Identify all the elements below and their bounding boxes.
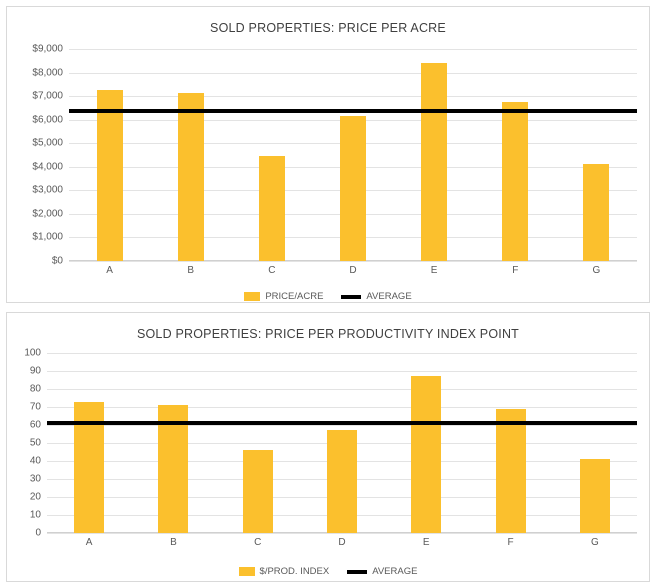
bar-slot [47, 353, 131, 533]
legend-item-average [341, 291, 411, 302]
y-axis-tick-label: 40 [29, 455, 41, 467]
chart-card-price-per-productivity-index [6, 312, 650, 582]
chart-legend [7, 291, 649, 302]
x-axis-tick-label: A [106, 265, 113, 276]
bar-slot [69, 49, 150, 261]
legend-line-swatch-icon [347, 570, 367, 574]
y-axis-tick-label: $2,000 [32, 208, 63, 220]
x-axis-labels [69, 265, 637, 276]
y-axis-tick-label: 60 [29, 419, 41, 431]
y-axis-tick-label: 20 [29, 491, 41, 503]
legend-series-label: $/PROD. INDEX [259, 566, 330, 577]
gridline [69, 261, 637, 262]
bar-slot [394, 49, 475, 261]
legend-item-average [347, 566, 417, 577]
bar-slot [475, 49, 556, 261]
x-axis-tick-label: F [507, 537, 514, 548]
y-axis-tick-label: $4,000 [32, 161, 63, 173]
bar-d [327, 430, 357, 533]
x-axis-tick-label: G [590, 537, 599, 548]
chart-card-price-per-acre [6, 6, 650, 303]
y-axis-tick-label: $9,000 [32, 43, 63, 55]
bar-slot [150, 49, 231, 261]
y-axis-tick-label: 100 [24, 347, 41, 359]
chart-title: SOLD PROPERTIES: PRICE PER ACRE [210, 21, 446, 35]
y-axis-tick-label: 90 [29, 365, 41, 377]
y-axis-tick-label: 70 [29, 401, 41, 413]
plot-area-price-per-productivity-index [24, 347, 637, 539]
bar-slot [131, 353, 215, 533]
gridline [47, 533, 637, 534]
y-axis-tick-label: $1,000 [32, 231, 63, 243]
y-axis-tick-label: $5,000 [32, 137, 63, 149]
y-axis-tick-label: $7,000 [32, 90, 63, 102]
chart-title: SOLD PROPERTIES: PRICE PER PRODUCTIVITY INDEX POINT [136, 327, 520, 341]
x-axis-tick-label: F [512, 265, 519, 276]
bar-slot [216, 353, 300, 533]
bar-series [69, 49, 637, 261]
x-axis-tick-label: B [170, 537, 177, 548]
bar-e [411, 376, 441, 533]
y-axis-tick-label: 80 [29, 383, 41, 395]
bar-f [496, 409, 526, 533]
x-axis-tick-label: C [268, 265, 276, 276]
bar-c [259, 156, 285, 261]
y-axis-tick-label: $6,000 [32, 114, 63, 126]
legend-average-label: AVERAGE [366, 291, 412, 302]
bar-e [421, 63, 447, 261]
x-axis-tick-label: D [338, 537, 346, 548]
bar-g [580, 459, 610, 533]
x-axis-tick-label: E [422, 537, 430, 548]
bar-slot [231, 49, 312, 261]
y-axis-tick-label: 50 [29, 437, 41, 449]
y-axis-tick-label: 10 [29, 509, 41, 521]
bar-slot [300, 353, 384, 533]
legend-item-series [244, 291, 323, 302]
bar-c [243, 450, 273, 533]
bar-slot [468, 353, 552, 533]
y-axis-tick-label: $8,000 [32, 67, 63, 79]
bar-d [340, 116, 366, 261]
chart-legend [7, 566, 649, 577]
y-axis-tick-label: 0 [35, 527, 41, 539]
bar-a [97, 90, 123, 261]
x-axis-tick-label: G [592, 265, 601, 276]
legend-bar-swatch-icon [239, 567, 255, 576]
legend-line-swatch-icon [341, 295, 361, 299]
bar-slot [312, 49, 393, 261]
x-axis-tick-label: D [349, 265, 357, 276]
average-line [47, 421, 637, 425]
y-axis-tick-label: $3,000 [32, 184, 63, 196]
bar-f [502, 102, 528, 261]
bar-slot [553, 353, 637, 533]
average-line [69, 109, 637, 113]
y-axis-tick-label: $0 [51, 255, 63, 267]
bar-slot [556, 49, 637, 261]
y-axis-tick-label: 30 [29, 473, 41, 485]
x-axis-labels [47, 537, 637, 548]
x-axis-tick-label: E [430, 265, 438, 276]
legend-bar-swatch-icon [244, 292, 260, 301]
x-axis-tick-label: A [85, 537, 93, 548]
legend-item-series [239, 566, 330, 577]
bar-b [178, 93, 204, 261]
bar-series [47, 353, 637, 533]
x-axis-tick-label: C [254, 537, 262, 548]
legend-series-label: PRICE/ACRE [265, 291, 324, 302]
bar-g [583, 164, 609, 261]
bar-slot [384, 353, 468, 533]
legend-average-label: AVERAGE [372, 566, 418, 577]
x-axis-tick-label: B [187, 265, 195, 276]
plot-area-price-per-acre [32, 43, 637, 267]
